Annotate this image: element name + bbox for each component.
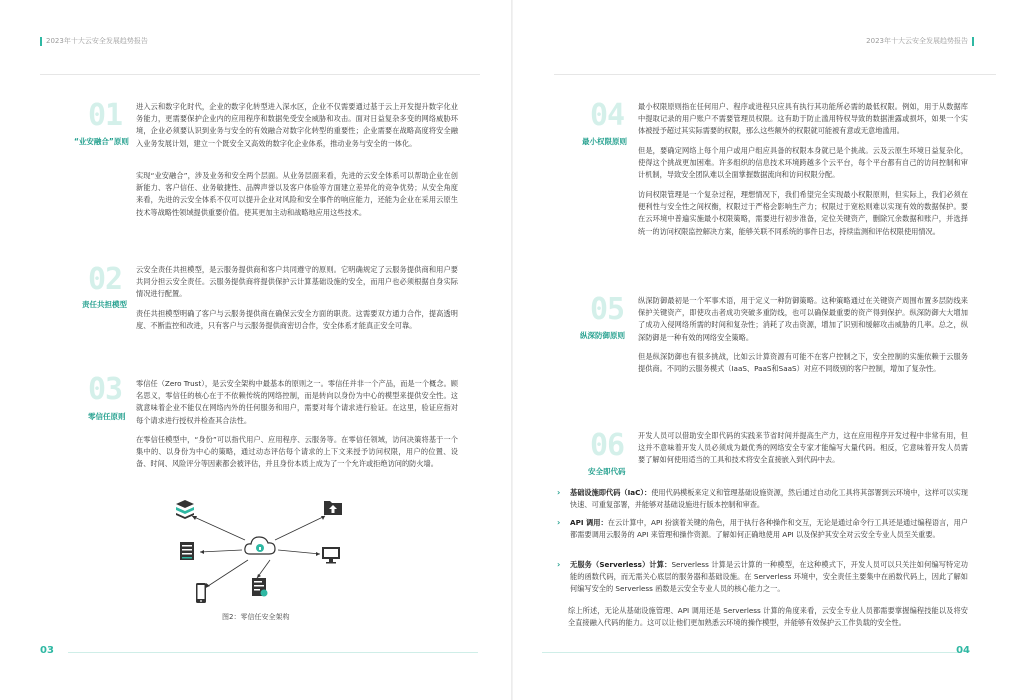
section-05-paragraph-2: 但是纵深防御也有很多挑战，比如云计算资源有可能不在客户控制之下，安全控制的实施依赖于云服务提供商。不同的云服务模式（IaaS、PaaS和SaaS）对应不同级别的客户控制，增加了复杂性。 (638, 352, 968, 374)
section-02-paragraph-1: 云安全责任共担模型，是云服务提供商和客户共同遵守的原则。它明确规定了云服务提供商和用户要共同分担云安全责任。云服务提供商将提供保护云计算基础设施的安全，而用户也必须根据自身实际情况进行配置。 (136, 265, 458, 299)
footer-rule (68, 652, 478, 653)
section-number-02: 02 (88, 262, 123, 297)
mobile-device-icon (190, 582, 212, 604)
running-header-left (40, 36, 148, 46)
section-number-05: 05 (590, 292, 625, 327)
header-rule (40, 74, 480, 75)
monitor-icon (320, 544, 342, 566)
header-rule (554, 74, 996, 75)
section-title-06: 安全即代码 (588, 467, 626, 476)
zero-trust-diagram (160, 490, 360, 608)
section-03-paragraph-1: 零信任（Zero Trust），是云安全架构中最基本的原则之一。零信任并非一个产品，而是一个概念。顾名思义，零信任的核心在于不依赖传统的网络控制，而是转向以身份为中心的模型来提供安全性。这就意味着企业不能仅在网络内外的任何服务和用户，需要对每个请求进行验证。在这里，验证应指对每个请求进行授权并检查其合法性。 (136, 379, 458, 425)
bullet-heading: 基础设施即代码（IaC）： (570, 488, 652, 497)
section-01-paragraph-1: 进入云和数字化时代，企业的数字化转型进入深水区，企业不仅需要通过基于云上开发提升数字化业务能力，更需要保护企业内的应用程序和数据免受安全威胁和攻击。面对日益复杂多变的网络威胁环境，企业必须要认识到业务与安全的有效融合对数字化转型的重要性；企业需要在战略高度将安全融入业务发展计划，建立一个既安全又高效的数字化企业体系，推动业务与安全的一体化。 (136, 102, 458, 148)
bullet-chevron-icon: › (557, 518, 561, 527)
document-check-icon (248, 576, 270, 598)
bullet-chevron-icon: › (557, 488, 561, 497)
section-title-02: 责任共担模型 (82, 300, 127, 309)
bullet-heading: 无服务（Serverless）计算： (570, 560, 672, 569)
bullet-heading: API 调用： (570, 518, 608, 527)
bullet-serverless (557, 559, 968, 596)
footer-rule (542, 652, 962, 653)
bullet-api (557, 517, 968, 541)
section-title-04: 最小权限原则 (582, 137, 627, 146)
section-04-paragraph-1: 最小权限原则指在任何用户、程序或进程只应具有执行其功能所必需的最低权限。例如，用于从数据库中提取记录的用户账户不需要管理员权限。这有助于防止滥用特权导致的数据泄露或损坏，如果一个实体被授予超过其实际需要的权限，那么这些额外的权限就可能被有意或无意地滥用。 (638, 102, 968, 136)
bullet-text: 使用代码模板来定义和管理基础设施资源，然后通过自动化工具将其部署到云环境中，这样可以实现快速、可重复部署，并能够对基础设施进行版本控制和审查。 (570, 488, 968, 510)
right-page (512, 0, 1024, 700)
figure-caption: 图2：零信任安全架构 (222, 613, 290, 621)
section-title-05: 纵深防御原则 (580, 331, 625, 340)
server-rack-icon (176, 540, 198, 562)
section-title-03: 零信任原则 (88, 412, 126, 421)
header-text: 2023年十大云安全发展趋势报告 (866, 37, 968, 45)
running-header-right (866, 36, 974, 46)
bullet-chevron-icon: › (557, 560, 561, 569)
section-04-paragraph-3: 访问权限管理是一个复杂过程，理想情况下，我们希望完全实现最小权限原则，但实际上，我们必须在便利性与安全性之间权衡，权限过于严格会影响生产力；权限过于宽松则难以实现有效的数据保护。要在云环境中普遍实施最小权限策略，需要进行初步准备，定位关键资产，删除冗余数据和账户，并选择统一的访问权限监控解决方案，能够关联不同系统的事件日志，持续监测和评估权限使用情况。 (638, 190, 968, 236)
section-03-paragraph-2: 在零信任模型中，“身份”可以指代用户、应用程序、云服务等。在零信任领域，访问决策将基于一个集中的、以身份为中心的策略，通过动态评估每个请求的上下文来授予访问权限，用户的位置、设备、时间、风险评分等因素都会被评估，并且身份本质上成为了一个允许或拒绝访问的防火墙。 (136, 435, 458, 469)
server-stack-icon (174, 498, 196, 520)
upload-folder-icon (322, 496, 344, 518)
page-number-right: 04 (956, 645, 970, 656)
section-01-paragraph-2: 实现“业安融合”，涉及业务和安全两个层面。从业务层面来看，先进的云安全体系可以帮助企业在创新能力、客户信任、业务敏捷性、品牌声誉以及客户体验等方面建立差异化的竞争优势；从安全角度来看，先进的云安全体系不仅可以提升企业对风险和安全事件的响应能力，还能为企业在采用云原生技术等战略性领域提供重要价值。使其更加主动和战略地应用这些技术。 (136, 171, 458, 217)
header-accent-bar (40, 37, 42, 46)
section-05-paragraph-1: 纵深防御最初是一个军事术语，用于定义一种防御策略。这种策略通过在关键资产周围布置多层防线来保护关键资产，即使攻击者成功突破多重防线，也可以确保最重要的资产得到保护。纵深防御大大增加了成功入侵网络所需的时间和复杂性；消耗了攻击资源，增加了识别和缓解攻击威胁的几率。总之，纵深防御是一种有效的网络安全策略。 (638, 296, 968, 342)
header-text: 2023年十大云安全发展趋势报告 (46, 37, 148, 45)
cloud-lock-icon (242, 532, 278, 560)
bullet-text: Serverless 计算是云计算的一种模型，在这种模式下，开发人员可以只关注如何编写特定功能的函数代码，而无需关心底层的服务器和基础设施。在 Serverless 环境中，安全责任主要集中在函数代码上，因此了解如何编写安全的 Serverless 函数是云安全专业人员的核心能力之一。 (570, 560, 968, 594)
section-title-01: “业安融合”原则 (74, 137, 129, 146)
closing-paragraph: 综上所述，无论从基础设施管理、API 调用还是 Serverless 计算的角度来看，云安全专业人员都需要掌握编程技能以及将安全直接融入代码的能力。这可以让他们更加熟悉云环境的操作模型，并能够有效保护云工作负载的安全性。 (568, 606, 968, 628)
page-number-left: 03 (40, 645, 54, 656)
section-number-03: 03 (88, 372, 123, 407)
section-number-01: 01 (88, 98, 123, 133)
bullet-text: 在云计算中，API 扮演着关键的角色，用于执行各种操作和交互，无论是通过命令行工具还是通过编程语言，用户都需要调用云服务的 API 来管理和操作资源。了解如何正确地使用 API 以及保护其安全对云安全专业人员至关重要。 (570, 518, 968, 540)
section-number-06: 06 (590, 428, 625, 463)
header-accent-bar (972, 37, 974, 46)
section-06-paragraph-1: 开发人员可以借助安全即代码的实践来节省时间并提高生产力，这在应用程序开发过程中非常有用，但这并不意味着开发人员必须成为最优秀的网络安全专家才能编写大量代码。相反，它意味着开发人员需要了解如何使用适当的工具和技术将安全直接嵌入到代码中去。 (638, 431, 968, 465)
section-04-paragraph-2: 但是，要确定网络上每个用户或用户组应具备的权限本身就已是个挑战。云及云原生环境日益复杂化，使得这个挑战更加困难。许多组织的信息技术环境跨越多个云平台，每个平台都有自己的访问控制和审计机制，导致安全团队难以全面掌握数据流向和访问权限分配。 (638, 146, 968, 180)
section-02-paragraph-2: 责任共担模型明确了客户与云服务提供商在确保云安全方面的职责。这需要双方通力合作，提高透明度、不断监控和改进，只有客户与云服务提供商密切合作，安全体系才能真正安全可靠。 (136, 309, 458, 331)
section-number-04: 04 (590, 98, 625, 133)
bullet-iac (557, 487, 968, 511)
